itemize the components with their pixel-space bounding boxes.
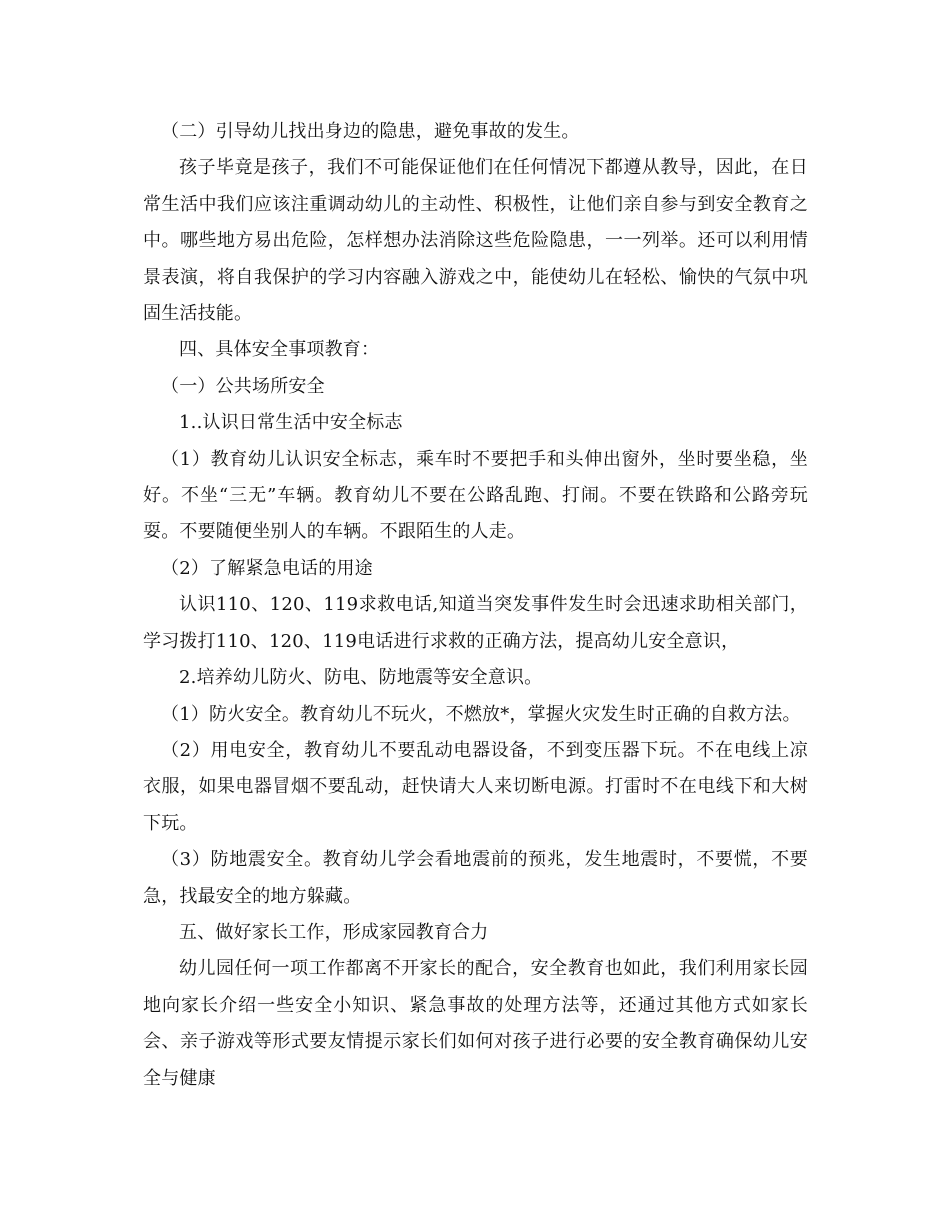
document-body — [143, 114, 808, 1097]
heading-specific-safety-education: 四、具体安全事项教育： — [179, 339, 380, 361]
paragraph-electric-safety: （2）用电安全，教育幼儿不要乱动电器设备，不到变压器下玩。不在电线上凉衣服，如果电器冒烟不要乱动，赶快请大人来切断电源。打雷时不在电线下和大树下玩。 — [143, 739, 808, 834]
heading-fire-electric-earthquake: 2.培养幼儿防火、防电、防地震等安全意识。 — [179, 667, 543, 689]
heading-public-place-safety: （一）公共场所安全 — [161, 375, 325, 397]
paragraph-earthquake-safety: （3）防地震安全。教育幼儿学会看地震前的预兆，发生地震时，不要慌，不要急，找最安全的地方躲藏。 — [143, 849, 808, 907]
paragraph-parent-cooperation: 幼儿园任何一项工作都离不开家长的配合，安全教育也如此，我们利用家长园地向家长介绍一些安全小知识、紧急事故的处理方法等，还通过其他方式如家长会、亲子游戏等形式要友情提示家长们如何对孩子进行必要的安全教育确保幼儿安全与健康 — [143, 958, 808, 1089]
paragraph-child-participation: 孩子毕竟是孩子，我们不可能保证他们在任何情况下都遵从教导，因此，在日常生活中我们应该注重调动幼儿的主动性、积极性，让他们亲自参与到安全教育之中。哪些地方易出危险，怎样想办法消除这些危险隐患，一一列举。还可以利用情景表演，将自我保护的学习内容融入游戏之中，能使幼儿在轻松、愉快的气氛中巩固生活技能。 — [143, 157, 808, 325]
paragraph-fire-safety: （1）防火安全。教育幼儿不玩火，不燃放*，掌握火灾发生时正确的自救方法。 — [161, 703, 801, 725]
paragraph-emergency-phone: 认识110、120、119求救电话,知道当突发事件发生时会迅速求助相关部门，学习拨打110、120、119电话进行求救的正确方法，提高幼儿安全意识， — [143, 594, 808, 652]
paragraph-guide-hazards: （二）引导幼儿找出身边的隐患，避免事故的发生。 — [161, 121, 580, 142]
heading-emergency-phone: （2）了解紧急电话的用途 — [161, 557, 373, 579]
heading-parent-work: 五、做好家长工作，形成家园教育合力 — [179, 921, 489, 943]
paragraph-safety-signs: （1）教育幼儿认识安全标志，乘车时不要把手和头伸出窗外，坐时要坐稳，坐好。不坐“三无”车辆。教育幼儿不要在公路乱跑、打闹。不要在铁路和公路旁玩耍。不要随便坐别人的车辆。不跟陌生的人走。 — [143, 448, 808, 543]
heading-safety-signs: 1..认识日常生活中安全标志 — [179, 412, 403, 434]
